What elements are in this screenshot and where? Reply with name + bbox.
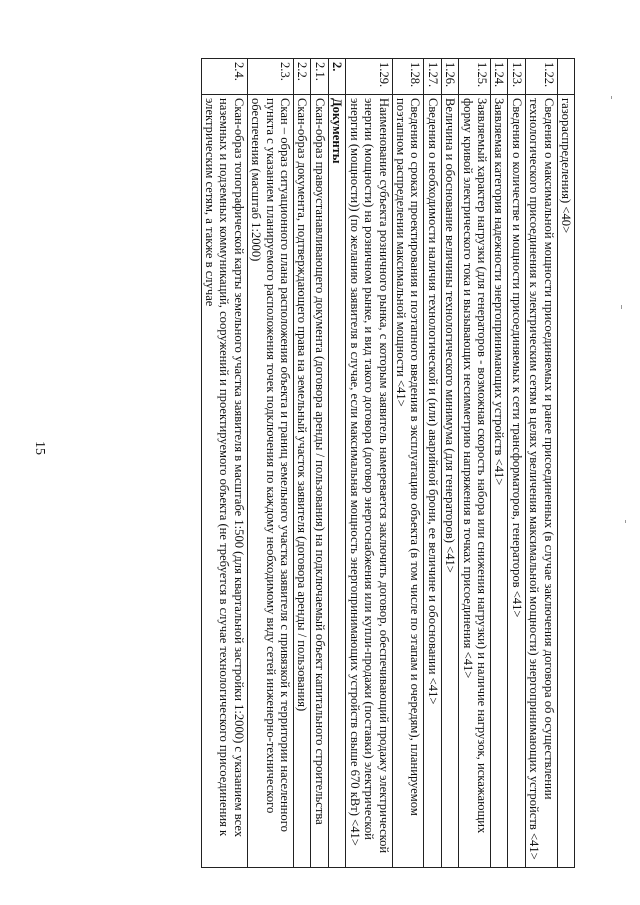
table-row [557,59,574,868]
row-text: Скан-образ правоустанавливающего документа (договора аренды / пользования) на подключаемый объект капитального строительства [311,95,328,868]
document-table [201,58,575,868]
table-row [311,59,328,868]
row-number: 2.4. [201,59,247,95]
row-text: Сведения о сроках проектирования и поэтапного введения в эксплуатацию объекта (в том числе по этапам и очередям), планируемом поэтапном распределении максимальной мощности <41> [392,95,424,868]
row-number: 1.22. [525,59,557,95]
row-number: 1.25. [459,59,491,95]
row-text: Скан-образ топографической карты земельного участка заявителя в масштабе 1:500 (для квартальной застройки 1:2000) с указанием всех наземных и подземных коммуникаций, сооружений и проектируемого объекта (не требуется в случае технологического присоединения к электрическим сетям, а также в случае [201,95,247,868]
table-row [247,59,293,868]
table-row [508,59,525,868]
row-text: Скан-образ документа, подтверждающего права на земельный участок заявителя (договора аренды / пользования) [294,95,311,868]
row-text: Заявляемая категория надежности энергопринимающих устройств <41> [490,95,507,868]
table-row [328,59,345,868]
row-number: 1.29. [346,59,392,95]
row-text: Скан – образ ситуационного плана расположения объекта и границ земельного участка заявителя с привязкой к территории населенного пункта с указанием планируемого расположения точек подключения по каждому необходимому виду сетей инженерно-технического обеспечения (масштаб 1:2000) [247,95,293,868]
row-number: 2.2. [294,59,311,95]
page-number: 15 [32,441,47,455]
scan-speck [611,96,612,99]
row-text: Документы [328,95,345,868]
table-row [392,59,424,868]
row-number: 2.1. [311,59,328,95]
row-text: Наименование субъекта розничного рынка, с которым заявитель намеревается заключить договор, обеспечивающий продажу электрической энергии (мощности) на розничном рынке, и вид такого договора (договор энергоснабжения или купли-продажи (поставки) электрической энергии (мощности)) (по желанию заявителя в случае, если максимальная мощность энергопринимающих устройств свыше 670 кВт) <41> [346,95,392,868]
table-row [424,59,441,868]
table-row [525,59,557,868]
row-text: Сведения о необходимости наличия технологической и (или) аварийной брони, ее величине и обосновании <41> [424,95,441,868]
table-row [490,59,507,868]
table-row [459,59,491,868]
row-number [557,59,574,95]
row-number: 1.26. [441,59,458,95]
table-row [201,59,247,868]
table-row [346,59,392,868]
row-number: 1.23. [508,59,525,95]
row-text: Величина и обоснование величины технологического минимума (для генераторов) <41> [441,95,458,868]
row-text: Заявляемый характер нагрузки (для генераторов - возможная скорость набора или снижения нагрузки) и наличие нагрузок, искажающих форму кривой электрического тока и вызывающих несимметрию напряжения в точках присоединения <41> [459,95,491,868]
row-text: газораспределения) <40> [557,95,574,868]
table-row [294,59,311,868]
scan-speck [625,520,626,523]
row-number: 1.27. [424,59,441,95]
rotated-document-body [65,58,575,868]
row-number: 2.3. [247,59,293,95]
row-text: Сведения о количестве и мощности присоединяемых к сети трансформаторов, генераторов <41> [508,95,525,868]
row-number: 1.28. [392,59,424,95]
row-text: Сведения о максимальной мощности присоединяемых и ранее присоединенных (в случае заключения договора об осуществлении технологического присоединения к электрическим сетям в целях увеличения максимальной мощности) энергопринимающих устройств <41> [525,95,557,868]
table-row [441,59,458,868]
scan-speck [621,305,622,309]
row-number: 2. [328,59,345,95]
row-number: 1.24. [490,59,507,95]
